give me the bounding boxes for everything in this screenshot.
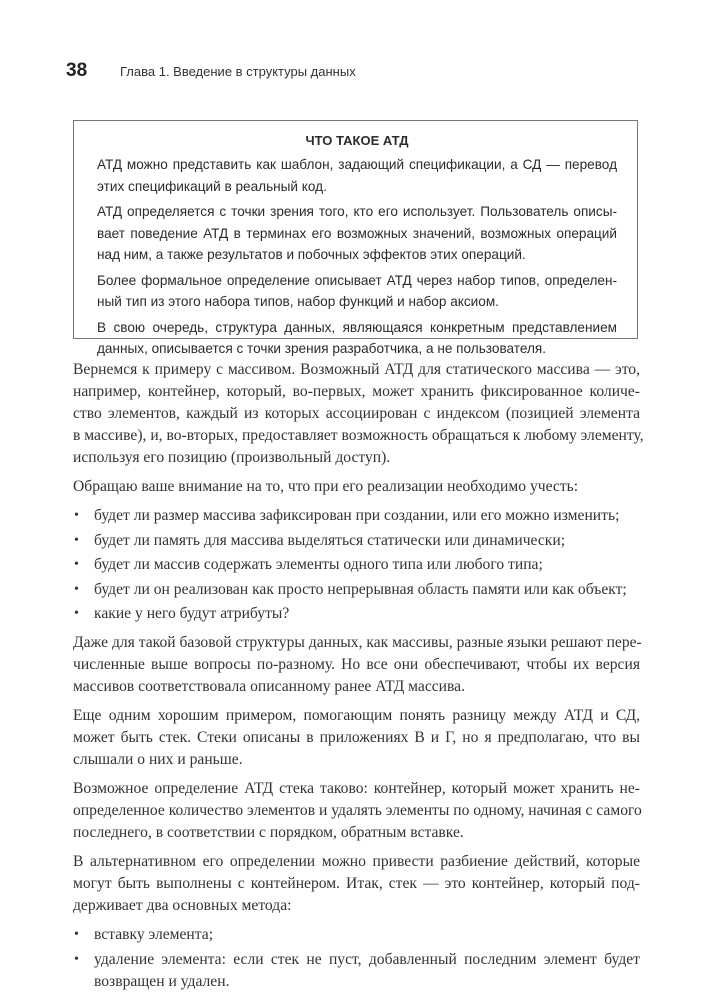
text-line: ный тип из этого набора типов, набор функций и набор аксиом.	[97, 294, 499, 309]
bullet-icon: •	[74, 951, 79, 967]
text-line: АТД определяется с точки зрения того, кто его использует. Пользователь описы-	[97, 204, 617, 219]
bullet-icon: •	[74, 581, 79, 597]
list-item	[73, 603, 640, 625]
sidebar-paragraph	[97, 317, 617, 360]
paragraph	[73, 476, 640, 498]
paragraph	[73, 632, 640, 698]
text-line: могут быть выполнены с контейнером. Итак, стек — это контейнер, который под-	[73, 875, 640, 892]
paragraph	[73, 778, 640, 844]
text-line: например, контейнер, который, во-первых, может хранить фиксированное количе-	[73, 383, 640, 400]
sidebar-box	[73, 120, 638, 356]
text-line: будет ли массив содержать элементы одного типа или любого типа;	[94, 556, 543, 573]
text-line: будет ли память для массива выделяться статически или динамически;	[94, 531, 566, 549]
chapter-title: Глава 1. Введение в структуры данных	[120, 64, 356, 79]
text-line: АТД можно представить как шаблон, задающий спецификации, а СД — перевод	[97, 157, 617, 172]
sidebar-paragraph	[97, 154, 617, 197]
text-line: будет ли размер массива зафиксирован при создании, или его можно изменить;	[94, 507, 620, 524]
text-line: вставку элемента;	[94, 926, 214, 943]
bullet-icon: •	[74, 557, 79, 572]
text-line: В альтернативном его определении можно привести разбиение действий, которые	[73, 853, 640, 870]
paragraph	[73, 359, 644, 469]
text-line: держивает два основных метода:	[73, 897, 292, 914]
page-number: 38	[66, 60, 88, 81]
text-line: численные выше вопросы по-разному. Но все они обеспечивают, чтобы их версия	[73, 656, 640, 673]
list-item	[73, 579, 640, 601]
text-line: может быть стек. Стеки описаны в приложениях В и Г, но я предполагаю, что вы	[73, 729, 640, 746]
text-line: Более формальное определение описывает АТД через набор типов, определен-	[97, 272, 617, 288]
text-line: данных, описывается с точки зрения разработчика, а не пользователя.	[97, 341, 547, 356]
text-line: слышали о них и раньше.	[73, 751, 243, 768]
bullet-icon: •	[74, 532, 79, 548]
running-header	[66, 60, 356, 82]
text-line: удаление элемента: если стек не пуст, добавленный последним элемент будет	[94, 950, 640, 968]
bullet-icon: •	[74, 508, 79, 523]
text-line: в массиве), и, во-вторых, предоставляет возможность обращаться к любому элементу,	[73, 427, 644, 444]
text-line: используя его позицию (произвольный доступ).	[73, 449, 391, 466]
bullet-icon: •	[74, 927, 79, 942]
text-line: последнего, в соответствии с порядком, обратным вставке.	[73, 824, 464, 841]
text-line: возвращен и удален.	[94, 972, 230, 990]
sidebar-box-title: ЧТО ТАКОЕ АТД	[305, 133, 409, 148]
text-line: Обращаю ваше внимание на то, что при его реализации необходимо учесть:	[73, 478, 579, 495]
text-line: В свою очередь, структура данных, являющаяся конкретным представлением	[97, 319, 617, 335]
sidebar-paragraph	[97, 270, 617, 313]
list-item	[73, 505, 640, 527]
list-item	[73, 554, 640, 576]
text-line: вает поведение АТД в терминах его возможных значений, возможных операций	[97, 225, 617, 241]
text-line: будет ли он реализован как просто непрерывная область памяти или как объект;	[94, 580, 627, 598]
bullet-icon: •	[74, 606, 79, 621]
paragraph	[73, 705, 640, 771]
text-line: над ним, а также результатов и побочных эффектов этих операций.	[97, 247, 526, 262]
text-line: Даже для такой базовой структуры данных, как массивы, разные языки решают пере-	[73, 634, 642, 651]
text-line: Вернемся к примеру с массивом. Возможный АТД для статического массива — это,	[73, 361, 640, 378]
text-line: ство элементов, каждый из которых ассоциирован с индексом (позицией элемента	[73, 405, 640, 422]
text-line: Возможное определение АТД стека таково: контейнер, который может хранить не-	[73, 780, 640, 797]
text-line: какие у него будут атрибуты?	[94, 605, 290, 622]
paragraph	[73, 851, 640, 917]
sidebar-paragraph	[97, 201, 617, 266]
list-item	[73, 530, 640, 552]
text-line: массивов соответствовала описанному ранее АТД массива.	[73, 678, 466, 695]
main-text	[73, 359, 644, 1000]
text-line: определенное количество элементов и удалять элементы по одному, начиная с самого	[73, 802, 642, 819]
text-line: Еще одним хорошим примером, помогающим понять разницу между АТД и СД,	[73, 707, 640, 724]
text-line: этих спецификаций в реальный код.	[97, 178, 327, 194]
list-item	[73, 949, 640, 993]
list-item	[73, 924, 640, 946]
